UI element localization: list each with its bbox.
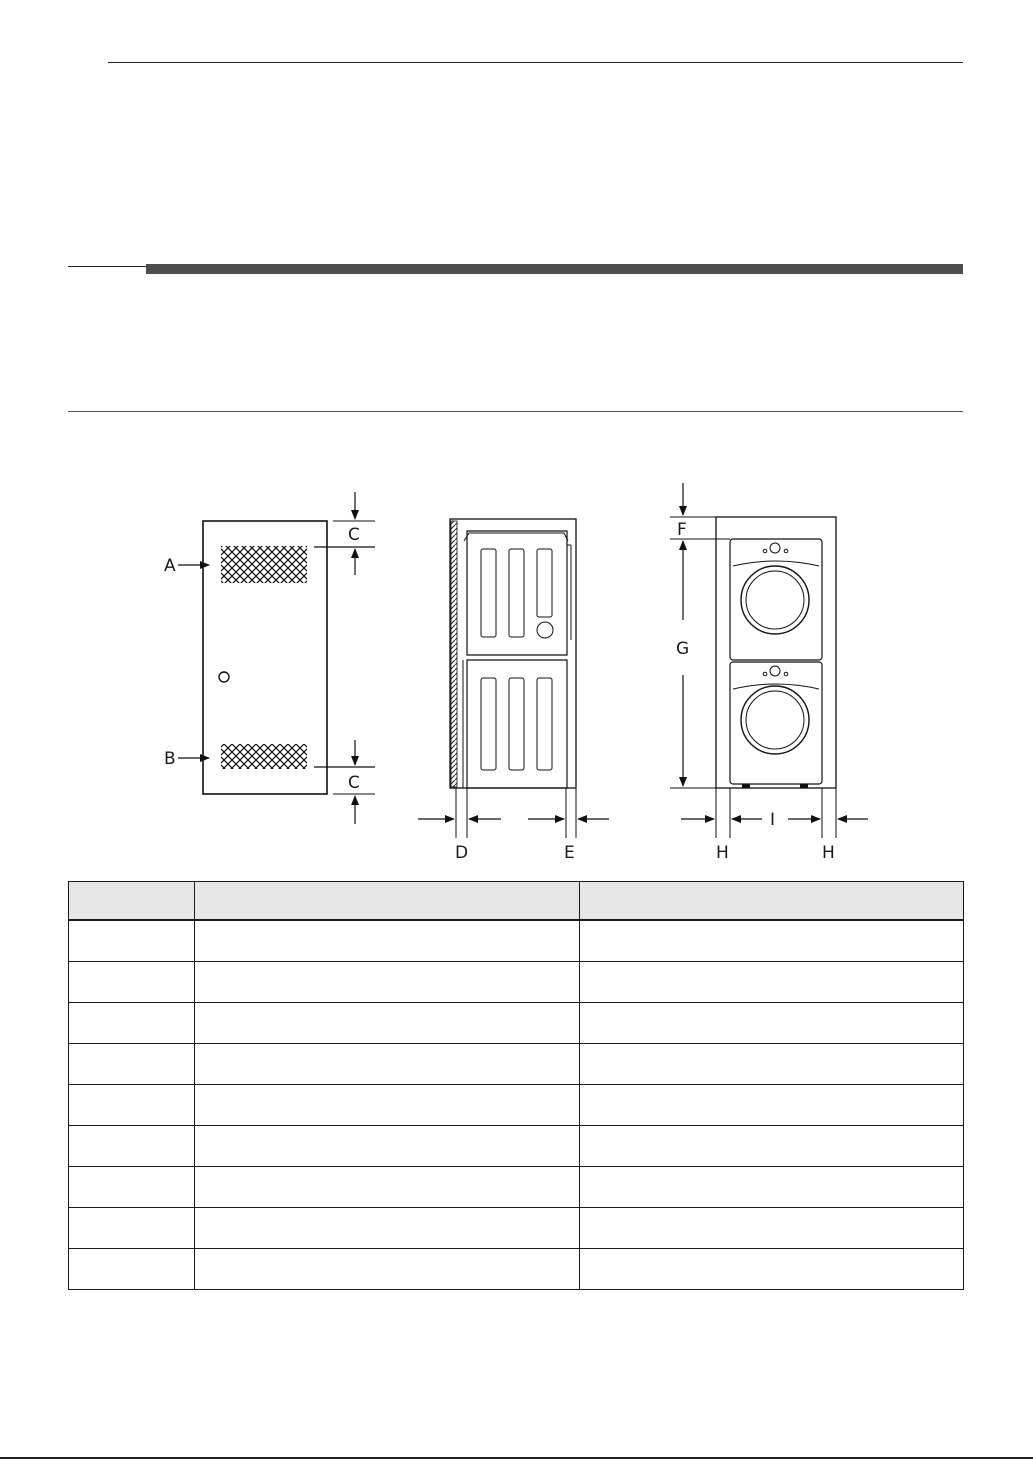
table-header-row xyxy=(69,882,964,921)
label-c-bottom: C xyxy=(348,773,360,793)
header-cell xyxy=(579,882,963,921)
section-heading-bar xyxy=(146,264,963,274)
table-row xyxy=(69,962,964,1003)
wall-hatch xyxy=(451,521,457,787)
table-cell xyxy=(195,1126,579,1167)
table-cell xyxy=(69,1085,195,1126)
table-cell xyxy=(69,1126,195,1167)
table-row xyxy=(69,1126,964,1167)
table-row xyxy=(69,920,964,962)
header-cell xyxy=(195,882,579,921)
table-cell xyxy=(195,1208,579,1249)
table-cell xyxy=(195,1167,579,1208)
label-g: G xyxy=(676,639,690,659)
table-cell xyxy=(195,1044,579,1085)
table-cell xyxy=(579,1208,963,1249)
door-knob-icon xyxy=(219,672,229,682)
closet-door-vent-bottom-icon xyxy=(221,744,307,769)
stacked-washer-dryer-side-icon xyxy=(418,519,609,838)
table-row xyxy=(69,1249,964,1290)
label-b: B xyxy=(164,749,176,769)
stacked-washer-dryer-front-icon xyxy=(670,483,868,838)
table-cell xyxy=(579,1126,963,1167)
section-divider xyxy=(68,411,963,412)
table-row xyxy=(69,1167,964,1208)
table-cell xyxy=(579,1085,963,1126)
closet-door-view xyxy=(164,492,375,824)
table-cell xyxy=(195,1085,579,1126)
table-cell xyxy=(579,1167,963,1208)
table-cell xyxy=(579,1249,963,1290)
label-h-right: H xyxy=(822,843,835,863)
table-cell xyxy=(195,1249,579,1290)
installation-clearance-diagram xyxy=(0,470,1033,870)
table-cell xyxy=(69,1208,195,1249)
table-cell xyxy=(69,1044,195,1085)
table-cell xyxy=(579,920,963,962)
table-row xyxy=(69,1003,964,1044)
label-a: A xyxy=(164,556,176,576)
table-cell xyxy=(195,1003,579,1044)
table-cell xyxy=(69,1003,195,1044)
label-d: D xyxy=(455,843,469,863)
section-bar-lead xyxy=(68,266,146,267)
table-cell xyxy=(195,962,579,1003)
label-c-top: C xyxy=(348,525,360,545)
table-row xyxy=(69,1208,964,1249)
clearance-spec-table xyxy=(68,881,964,1290)
label-i: I xyxy=(770,810,776,830)
table-cell xyxy=(69,1249,195,1290)
closet-door-vent-top-icon xyxy=(221,546,307,583)
header-rule xyxy=(108,62,963,63)
label-h-left: H xyxy=(716,843,729,863)
table-cell xyxy=(69,962,195,1003)
table-row xyxy=(69,1085,964,1126)
label-f: F xyxy=(677,520,687,540)
table-cell xyxy=(579,962,963,1003)
table-cell xyxy=(579,1003,963,1044)
label-e: E xyxy=(564,843,575,863)
table-cell xyxy=(69,1167,195,1208)
header-cell xyxy=(69,882,195,921)
table-row xyxy=(69,1044,964,1085)
table-cell xyxy=(195,920,579,962)
table-cell xyxy=(579,1044,963,1085)
table-cell xyxy=(69,920,195,962)
